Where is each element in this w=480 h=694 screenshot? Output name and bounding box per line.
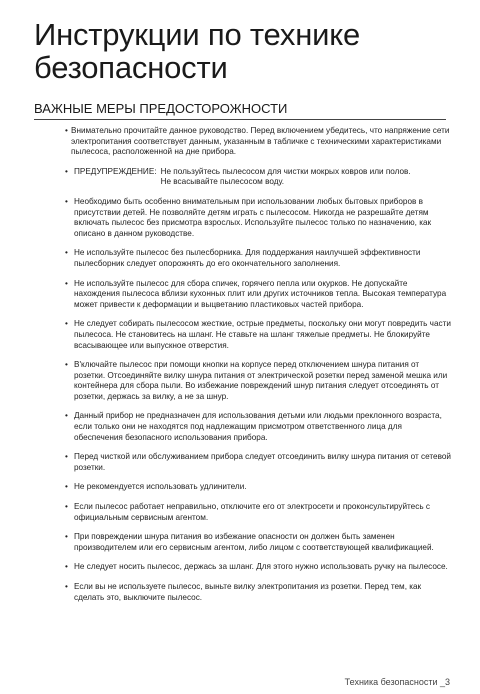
list-item-text: Не используйте пылесос без пылесборника. Для поддержания наилучшей эффективности пылесборник следует опорожнять до его окончательного заполнения. <box>74 248 421 268</box>
list-item-text: Если пылесос работает неправильно, отключите его от электросети и проконсультируйтесь с официальным сервисным агентом. <box>74 502 430 522</box>
bullet-icon: • <box>65 360 68 370</box>
warning-line-1: Не пользуйтесь пылесосом для чистки мокрых ковров или полов. <box>160 166 411 176</box>
bullet-icon: • <box>65 166 68 176</box>
list-item <box>65 196 452 239</box>
page-footer: Техника безопасности _3 <box>344 677 450 687</box>
warning-text <box>161 167 411 188</box>
list-item <box>65 562 452 573</box>
list-item <box>65 411 452 443</box>
list-item <box>65 502 452 523</box>
list-item <box>65 452 452 473</box>
bullet-icon: • <box>65 248 68 258</box>
list-item <box>65 360 452 402</box>
bullet-icon: • <box>65 278 68 288</box>
list-item <box>65 248 452 269</box>
list-item-text: Не следует собирать пылесосом жесткие, острые предметы, поскольку они могут повредить части пылесоса. Не становитесь на шланг. Не ставьте на шланг тяжелые предметы. Не блокируйте всасывающее или выпускное отверстия. <box>74 319 451 350</box>
safety-instructions-list <box>65 126 452 612</box>
warning-line-2: Не всасывайте пылесосом воду. <box>160 177 285 187</box>
warning-row <box>74 167 452 188</box>
list-item-text: Необходимо быть особенно внимательным при использовании любых бытовых приборов в присутствии детей. Не позволяйте детям играть с пылесосом. Никогда не разрешайте детям включать пылесос без присмотра взрослых. Используйте пылесос только по назначению, как описано в данном руководстве. <box>74 196 432 238</box>
section-heading: ВАЖНЫЕ МЕРЫ ПРЕДОСТОРОЖНОСТИ <box>34 101 446 120</box>
warning-label: ПРЕДУПРЕЖДЕНИЕ: <box>74 166 157 176</box>
warning-item <box>65 166 452 188</box>
bullet-icon: • <box>65 452 68 462</box>
list-item-text: Перед чисткой или обслуживанием прибора следует отсоединить вилку шнура питания от сетевой розетки. <box>74 452 451 472</box>
list-item-text: Если вы не используете пылесос, выньте вилку электропитания из розетки. Перед тем, как сделать это, выключите пылесос. <box>74 582 422 602</box>
list-item-text: Внимательно прочитайте данное руководство. Перед включением убедитесь, что напряжение сети электропитания соответствует данным, указанным в табличке с техническими характеристиками пылесоса, расположенной на дне прибора. <box>71 126 450 157</box>
bullet-icon: • <box>65 196 68 206</box>
bullet-icon: • <box>65 582 68 591</box>
list-item-text: Не следует носить пылесос, держась за шланг. Для этого нужно использовать ручку на пылесосе. <box>74 562 448 572</box>
list-item-text: В'ключайте пылесос при помощи кнопки на корпусе перед отключением шнура питания от розетки. Отсоединяйте вилку шнура питания от электрической розетки перед заменой мешка или контейнера для сбора пыли. Во избежание повреждений шнур питания следует отсоединять от розетки, держась за вилку, а не за шнур. <box>74 360 448 401</box>
bullet-icon: • <box>65 562 68 572</box>
list-item <box>65 126 452 158</box>
list-item-text: Не рекомендуется использовать удлинители. <box>74 482 247 492</box>
page-title-line-1: Инструкции по технике <box>34 17 360 52</box>
bullet-icon: • <box>65 411 68 421</box>
list-item-text: При повреждении шнура питания во избежание опасности он должен быть заменен производителем или его сервисным агентом, либо лицом с соответствующей квалификацией. <box>74 532 434 552</box>
list-item <box>65 482 452 493</box>
page-title <box>34 18 360 84</box>
list-item <box>65 319 452 351</box>
bullet-icon: • <box>65 532 68 542</box>
page-title-line-2: безопасности <box>34 50 228 85</box>
bullet-icon: • <box>65 502 68 512</box>
list-item-text: Данный прибор не предназначен для использования детьми или людьми преклонного возраста, если только они не находятся под надлежащим присмотром ответственного лица для обеспечения безопасного использования прибора. <box>74 411 442 442</box>
list-item <box>65 532 452 553</box>
bullet-icon: • <box>65 126 68 135</box>
bullet-icon: • <box>65 482 68 492</box>
list-item-text: Не используйте пылесос для сбора спичек, горячего пепла или окурков. Не допускайте нахождения пылесоса вблизи кухонных плит или других источников тепла. Высокая температура может привести к деформации и выцветанию пластиковых частей прибора. <box>74 278 447 309</box>
list-item <box>65 278 452 311</box>
list-item <box>65 582 452 603</box>
bullet-icon: • <box>65 319 68 329</box>
